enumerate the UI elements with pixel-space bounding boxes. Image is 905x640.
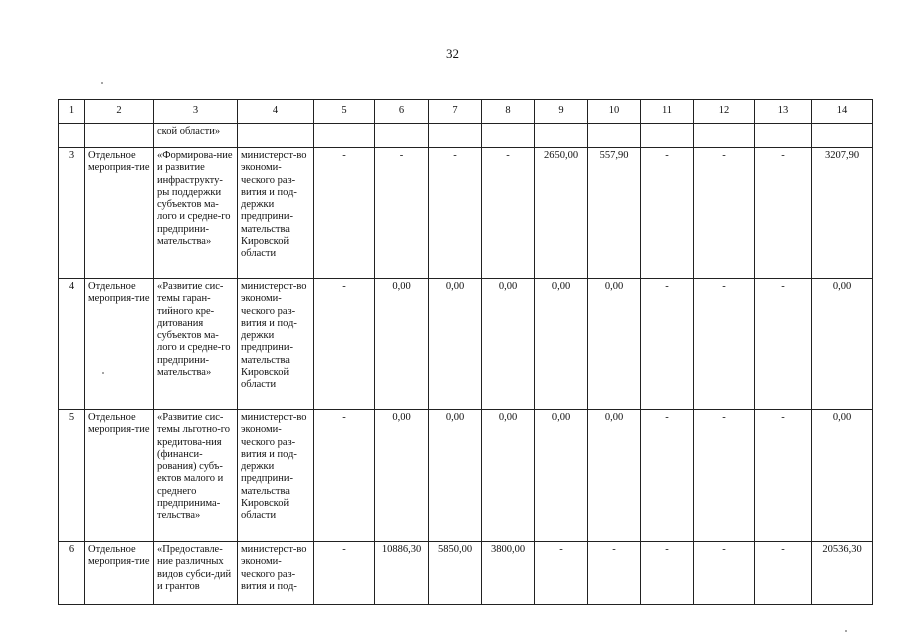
activity-name: «Формирова-ние и развитие инфраструкту-ры поддержки субъектов ма-лого и средне-го предприни-мательства» <box>154 148 238 279</box>
activity-type: Отдельное мероприя-тие <box>85 542 154 605</box>
data-table <box>58 99 873 605</box>
value-cell: 0,00 <box>429 410 482 542</box>
table-cell <box>85 124 154 148</box>
value-cell: - <box>314 279 375 410</box>
table-cell <box>694 124 755 148</box>
table-cell <box>535 124 588 148</box>
scan-speck <box>845 630 847 632</box>
column-header: 9 <box>535 100 588 124</box>
value-cell: - <box>641 279 694 410</box>
total-cell: 0,00 <box>812 410 873 542</box>
table-row <box>59 542 873 605</box>
value-cell: - <box>535 542 588 605</box>
table-cell <box>314 124 375 148</box>
activity-name: «Развитие сис-темы льготно-го кредитова-ния (финанси-рования) субъ-ектов малого и среднего предпринима-тельства» <box>154 410 238 542</box>
value-cell: - <box>755 542 812 605</box>
value-cell: 557,90 <box>588 148 641 279</box>
row-number: 4 <box>59 279 85 410</box>
table-cell <box>482 124 535 148</box>
value-cell: - <box>314 542 375 605</box>
value-cell: 0,00 <box>482 410 535 542</box>
column-header: 8 <box>482 100 535 124</box>
column-header: 13 <box>755 100 812 124</box>
executor: министерст-во экономи-ческого раз-вития и под-держки предприни-мательства Кировской области <box>238 279 314 410</box>
total-cell: 20536,30 <box>812 542 873 605</box>
activity-name-continuation: ской области» <box>154 124 238 148</box>
total-cell: 3207,90 <box>812 148 873 279</box>
value-cell: 0,00 <box>535 410 588 542</box>
column-header: 12 <box>694 100 755 124</box>
value-cell: - <box>314 148 375 279</box>
column-header: 2 <box>85 100 154 124</box>
column-header: 7 <box>429 100 482 124</box>
value-cell: - <box>694 148 755 279</box>
executor: министерст-во экономи-ческого раз-вития и под- <box>238 542 314 605</box>
value-cell: - <box>641 410 694 542</box>
value-cell: - <box>755 410 812 542</box>
activity-type: Отдельное мероприя-тие <box>85 410 154 542</box>
value-cell: 3800,00 <box>482 542 535 605</box>
table-cell <box>375 124 429 148</box>
column-header: 5 <box>314 100 375 124</box>
value-cell: - <box>482 148 535 279</box>
value-cell: - <box>694 279 755 410</box>
scan-speck <box>101 82 103 84</box>
value-cell: - <box>755 148 812 279</box>
value-cell: 10886,30 <box>375 542 429 605</box>
table-cell <box>429 124 482 148</box>
column-header: 10 <box>588 100 641 124</box>
activity-name: «Предоставле-ние различных видов субси-дий и грантов <box>154 542 238 605</box>
value-cell: 0,00 <box>588 410 641 542</box>
table-cell <box>755 124 812 148</box>
row-number: 5 <box>59 410 85 542</box>
value-cell: 2650,00 <box>535 148 588 279</box>
column-header: 1 <box>59 100 85 124</box>
value-cell: 0,00 <box>535 279 588 410</box>
value-cell: 0,00 <box>429 279 482 410</box>
value-cell: - <box>588 542 641 605</box>
column-header: 4 <box>238 100 314 124</box>
table-row <box>59 279 873 410</box>
value-cell: 0,00 <box>375 410 429 542</box>
value-cell: - <box>375 148 429 279</box>
value-cell: - <box>694 410 755 542</box>
activity-name: «Развитие сис-темы гаран-тийного кре-дитования субъектов ма-лого и средне-го предприни-мательства» <box>154 279 238 410</box>
table-cell <box>641 124 694 148</box>
page-number: 32 <box>446 46 459 61</box>
executor: министерст-во экономи-ческого раз-вития и под-держки предприни-мательства Кировской области <box>238 148 314 279</box>
column-header: 14 <box>812 100 873 124</box>
value-cell: - <box>314 410 375 542</box>
total-cell: 0,00 <box>812 279 873 410</box>
activity-type: Отдельное мероприя-тие <box>85 148 154 279</box>
value-cell: - <box>429 148 482 279</box>
value-cell: - <box>641 542 694 605</box>
row-number: 3 <box>59 148 85 279</box>
table-cell <box>588 124 641 148</box>
table-row <box>59 148 873 279</box>
executor: министерст-во экономи-ческого раз-вития и под-держки предприни-мательства Кировской области <box>238 410 314 542</box>
column-header: 3 <box>154 100 238 124</box>
column-header: 6 <box>375 100 429 124</box>
table-cell <box>238 124 314 148</box>
value-cell: 0,00 <box>482 279 535 410</box>
value-cell: 5850,00 <box>429 542 482 605</box>
row-number: 6 <box>59 542 85 605</box>
table-cell <box>812 124 873 148</box>
activity-type: Отдельное мероприя-тие <box>85 279 154 410</box>
value-cell: 0,00 <box>588 279 641 410</box>
value-cell: - <box>694 542 755 605</box>
value-cell: 0,00 <box>375 279 429 410</box>
table-row-continuation <box>59 124 873 148</box>
table-header-row <box>59 100 873 124</box>
column-header: 11 <box>641 100 694 124</box>
value-cell: - <box>755 279 812 410</box>
table-cell <box>59 124 85 148</box>
value-cell: - <box>641 148 694 279</box>
table-row <box>59 410 873 542</box>
